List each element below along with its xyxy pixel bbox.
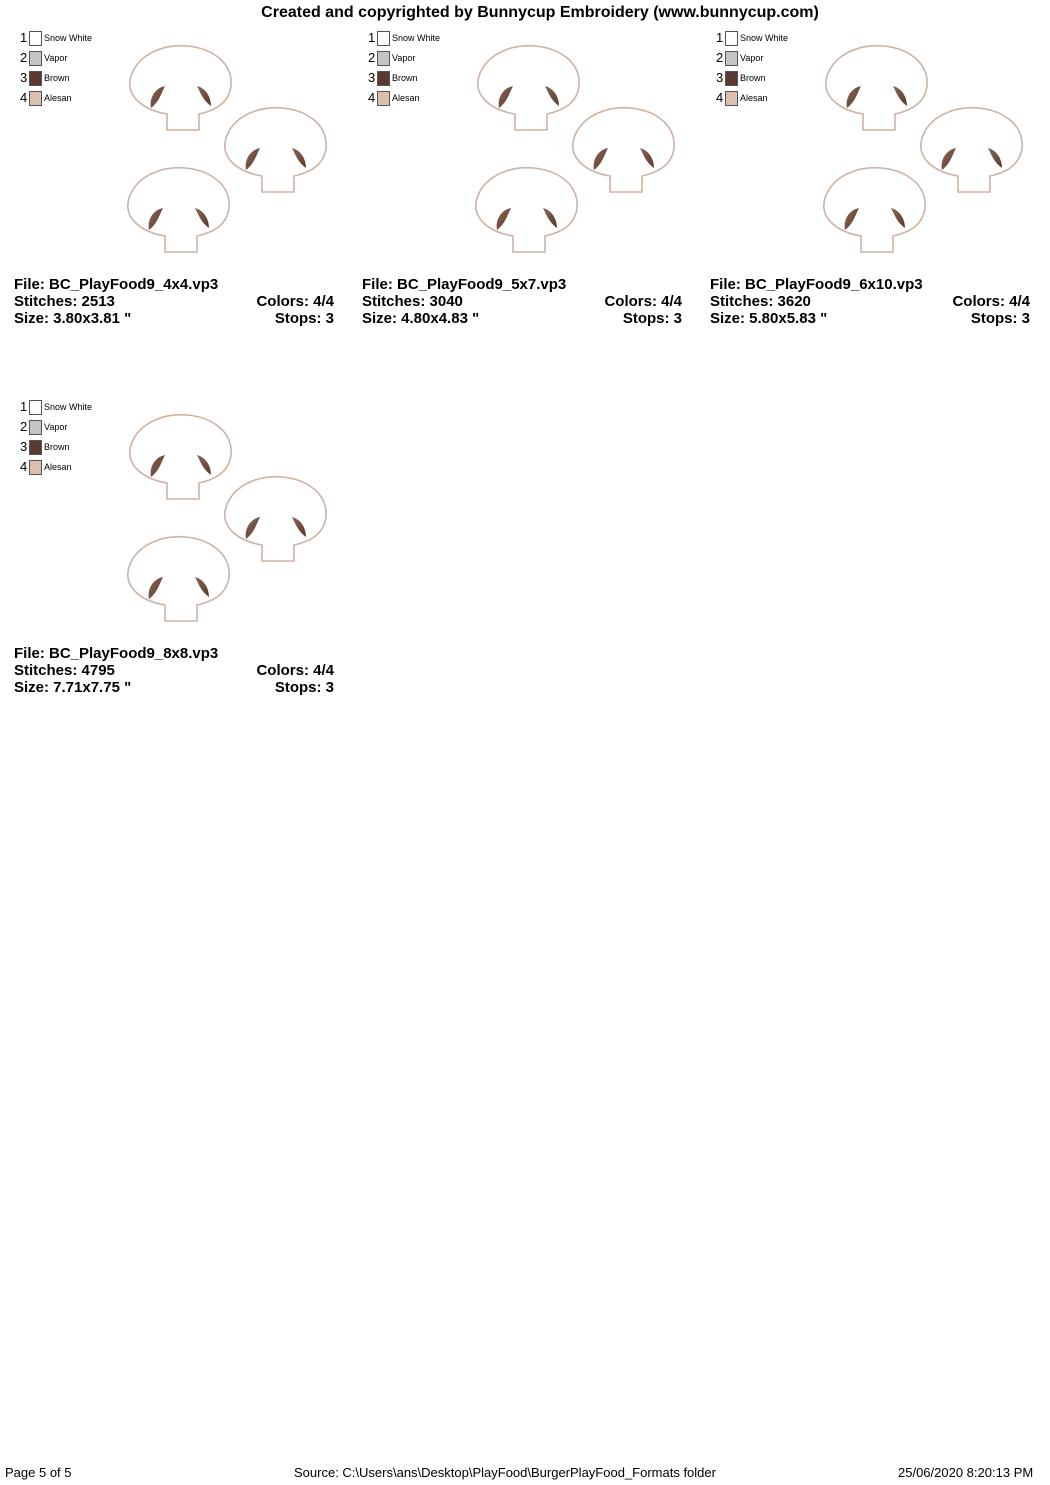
legend-number: 3 xyxy=(368,70,376,85)
mushroom-slice xyxy=(225,108,326,192)
stitch-count: Stitches: 3620 xyxy=(710,293,811,310)
color-swatch xyxy=(377,31,390,46)
footer-page-number: Page 5 of 5 xyxy=(5,1465,72,1480)
color-swatch xyxy=(29,400,42,415)
color-swatch xyxy=(377,71,390,86)
design-block-4x4 xyxy=(14,0,344,327)
mushroom-slice xyxy=(130,415,231,499)
legend-color-name: Vapor xyxy=(392,53,416,63)
legend-color-name: Snow White xyxy=(740,33,789,43)
footer-source-path: Source: C:\Users\ans\Desktop\PlayFood\BurgerPlayFood_Formats folder xyxy=(294,1465,716,1480)
stop-count: Stops: 3 xyxy=(274,310,334,327)
mushroom-slice xyxy=(128,168,229,252)
legend-number: 1 xyxy=(20,30,28,45)
color-swatch xyxy=(725,91,738,106)
design-preview xyxy=(119,409,344,629)
stitch-count: Stitches: 2513 xyxy=(14,293,115,310)
file-name: File: BC_PlayFood9_5x7.vp3 xyxy=(362,276,567,293)
legend-color-name: Vapor xyxy=(44,53,68,63)
mushroom-slice xyxy=(130,46,231,130)
mushroom-artwork xyxy=(815,40,1040,260)
design-size: Size: 4.80x4.83 " xyxy=(362,310,480,327)
mushroom-artwork xyxy=(119,40,344,260)
mushroom-slice xyxy=(824,168,925,252)
stop-count: Stops: 3 xyxy=(274,679,334,696)
mushroom-slice xyxy=(478,46,579,130)
mushroom-slice xyxy=(128,537,229,621)
mushroom-artwork xyxy=(119,409,344,629)
legend-color-name: Snow White xyxy=(392,33,441,43)
legend-color-name: Alesan xyxy=(740,93,768,103)
file-name: File: BC_PlayFood9_6x10.vp3 xyxy=(710,276,923,293)
color-count: Colors: 4/4 xyxy=(952,293,1030,310)
color-swatch xyxy=(377,51,390,66)
legend-color-name: Brown xyxy=(392,73,418,83)
legend-number: 3 xyxy=(716,70,724,85)
legend-color-name: Vapor xyxy=(44,422,68,432)
color-count: Colors: 4/4 xyxy=(256,293,334,310)
color-swatch xyxy=(29,91,42,106)
design-info xyxy=(14,645,334,696)
color-swatch xyxy=(29,71,42,86)
color-count: Colors: 4/4 xyxy=(256,662,334,679)
design-size: Size: 3.80x3.81 " xyxy=(14,310,132,327)
info-size-row xyxy=(710,310,1030,327)
legend-number: 2 xyxy=(716,50,724,65)
stop-count: Stops: 3 xyxy=(622,310,682,327)
design-info xyxy=(362,276,682,327)
legend-color-name: Brown xyxy=(44,73,70,83)
design-size: Size: 5.80x5.83 " xyxy=(710,310,828,327)
info-size-row xyxy=(362,310,682,327)
legend-number: 3 xyxy=(20,439,28,454)
color-swatch xyxy=(725,51,738,66)
info-file-row xyxy=(14,276,334,293)
color-swatch xyxy=(377,91,390,106)
legend-number: 2 xyxy=(20,50,28,65)
legend-number: 2 xyxy=(368,50,376,65)
legend-number: 4 xyxy=(716,90,724,105)
legend-color-name: Brown xyxy=(44,442,70,452)
color-swatch xyxy=(725,71,738,86)
color-swatch xyxy=(29,51,42,66)
color-count: Colors: 4/4 xyxy=(604,293,682,310)
mushroom-slice xyxy=(225,477,326,561)
legend-color-name: Brown xyxy=(740,73,766,83)
legend-number: 4 xyxy=(20,459,28,474)
mushroom-slice xyxy=(826,46,927,130)
design-block-5x7 xyxy=(362,0,692,327)
info-file-row xyxy=(710,276,1030,293)
color-swatch xyxy=(29,440,42,455)
design-preview xyxy=(119,40,344,260)
legend-number: 4 xyxy=(20,90,28,105)
info-size-row xyxy=(14,310,334,327)
color-swatch xyxy=(29,420,42,435)
file-name: File: BC_PlayFood9_8x8.vp3 xyxy=(14,645,219,662)
legend-color-name: Snow White xyxy=(44,33,93,43)
legend-number: 4 xyxy=(368,90,376,105)
info-file-row xyxy=(362,276,682,293)
mushroom-slice xyxy=(921,108,1022,192)
design-info xyxy=(710,276,1030,327)
footer-datetime: 25/06/2020 8:20:13 PM xyxy=(898,1465,1034,1480)
stitch-count: Stitches: 4795 xyxy=(14,662,115,679)
color-swatch xyxy=(29,31,42,46)
info-stitches-row xyxy=(710,293,1030,310)
design-info xyxy=(14,276,334,327)
legend-color-name: Snow White xyxy=(44,402,93,412)
design-preview xyxy=(815,40,1040,260)
stop-count: Stops: 3 xyxy=(970,310,1030,327)
info-file-row xyxy=(14,645,334,662)
legend-color-name: Alesan xyxy=(44,462,72,472)
legend-number: 1 xyxy=(20,399,28,414)
design-preview xyxy=(467,40,692,260)
mushroom-slice xyxy=(476,168,577,252)
legend-number: 2 xyxy=(20,419,28,434)
info-size-row xyxy=(14,679,334,696)
design-block-8x8 xyxy=(14,369,344,696)
legend-number: 1 xyxy=(716,30,724,45)
mushroom-slice xyxy=(573,108,674,192)
legend-color-name: Vapor xyxy=(740,53,764,63)
mushroom-artwork xyxy=(467,40,692,260)
color-swatch xyxy=(29,460,42,475)
file-name: File: BC_PlayFood9_4x4.vp3 xyxy=(14,276,219,293)
legend-color-name: Alesan xyxy=(44,93,72,103)
page-header-title: Created and copyrighted by Bunnycup Embroidery (www.bunnycup.com) xyxy=(261,4,819,21)
legend-number: 1 xyxy=(368,30,376,45)
info-stitches-row xyxy=(362,293,682,310)
legend-color-name: Alesan xyxy=(392,93,420,103)
legend-number: 3 xyxy=(20,70,28,85)
design-block-6x10 xyxy=(710,0,1040,327)
info-stitches-row xyxy=(14,293,334,310)
design-size: Size: 7.71x7.75 " xyxy=(14,679,132,696)
info-stitches-row xyxy=(14,662,334,679)
color-swatch xyxy=(725,31,738,46)
stitch-count: Stitches: 3040 xyxy=(362,293,463,310)
